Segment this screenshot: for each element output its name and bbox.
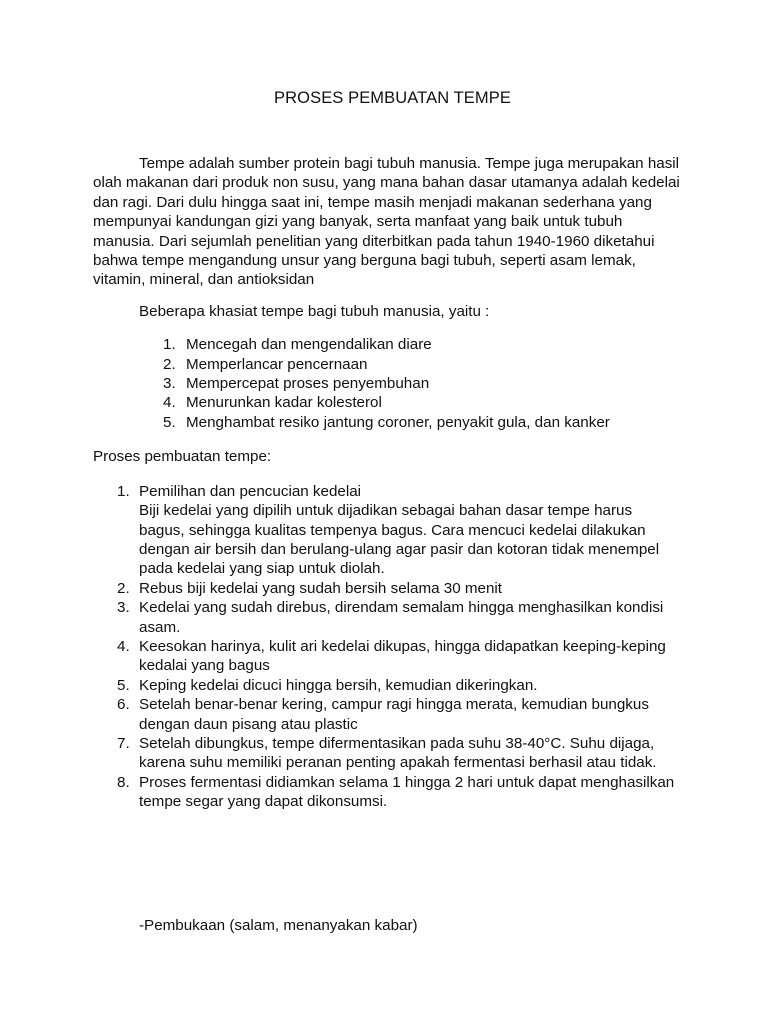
list-item: 6. Setelah benar-benar kering, campur ragi hingga merata, kemudian bungkus dengan daun pisang atau plastic: [117, 696, 649, 733]
benefits-list: [163, 335, 680, 432]
list-item: 8. Proses fermentasi didiamkan selama 1 hingga 2 hari untuk dapat menghasilkan tempe segar yang dapat dikonsumsi.: [117, 773, 675, 811]
step-detail: Biji kedelai yang dipilih untuk dijadikan sebagai bahan dasar tempe harus bagus, sehingga kualitas tempenya bagus. Cara mencuci kedelai dilakukan dengan air bersih dan berulang-ulang agar pasir dan kotoran tidak menempel pada kedelai yang siap untuk diolah.: [139, 502, 660, 578]
list-item: 2. Rebus biji kedelai yang sudah bersih selama 30 menit: [117, 579, 503, 597]
step-title: Pemilihan dan pencucian kedelai: [139, 482, 362, 500]
list-item: 4. Keesokan harinya, kulit ari kedelai dikupas, hingga didapatkan keeping-keping kedalai yang bagus: [117, 637, 666, 675]
list-item: 5. Menghambat resiko jantung coroner, penyakit gula, dan kanker: [163, 413, 610, 431]
list-item: 1. Pemilihan dan pencucian kedelai Biji kedelai yang dipilih untuk dijadikan sebagai bahan dasar tempe harus bagus, sehingga kualitas tempenya bagus. Cara mencuci kedelai dilakukan dengan air bersih dan berulang-ulang agar pasir dan kotoran tidak menempel pada kedelai yang siap untuk diolah.: [117, 482, 677, 579]
closing-note: -Pembukaan (salam, menanyakan kabar): [139, 916, 418, 934]
list-item: 3. Mempercepat proses penyembuhan: [163, 375, 430, 393]
list-item: 5. Keping kedelai dicuci hingga bersih, kemudian dikeringkan.: [117, 676, 538, 694]
benefits-lead: Beberapa khasiat tempe bagi tubuh manusia, yaitu :: [139, 302, 490, 320]
list-item: 7. Setelah dibungkus, tempe difermentasikan pada suhu 38-40°C. Suhu dijaga, karena suhu memiliki peranan penting apakah fermentasi berhasil atau tidak.: [117, 734, 657, 772]
intro-paragraph: Tempe adalah sumber protein bagi tubuh manusia. Tempe juga merupakan hasil olah makanan dari produk non susu, yang mana bahan dasar utamanya adalah kedelai dan ragi. Dari dulu hingga saat ini, tempe masih menjadi makanan sederhana yang mempunyai kandungan gizi yang banyak, serta manfaat yang baik untuk tubuh manusia. Dari sejumlah penelitian yang diterbitkan pada tahun 1940-1960 diketahui bahwa tempe mengandung unsur yang berguna bagi tubuh, seperti asam lemak, vitamin, mineral, dan antioksidan: [93, 155, 680, 289]
process-lead: Proses pembuatan tempe:: [93, 448, 272, 466]
list-item: 4. Menurunkan kadar kolesterol: [163, 394, 382, 412]
document-title: PROSES PEMBUATAN TEMPE: [274, 89, 511, 107]
process-steps-list: [117, 482, 677, 812]
list-item: 2. Memperlancar pencernaan: [163, 355, 368, 373]
list-item: 3. Kedelai yang sudah direbus, direndam semalam hingga menghasilkan kondisi asam.: [117, 599, 664, 636]
list-item: 1. Mencegah dan mengendalikan diare: [163, 336, 432, 354]
